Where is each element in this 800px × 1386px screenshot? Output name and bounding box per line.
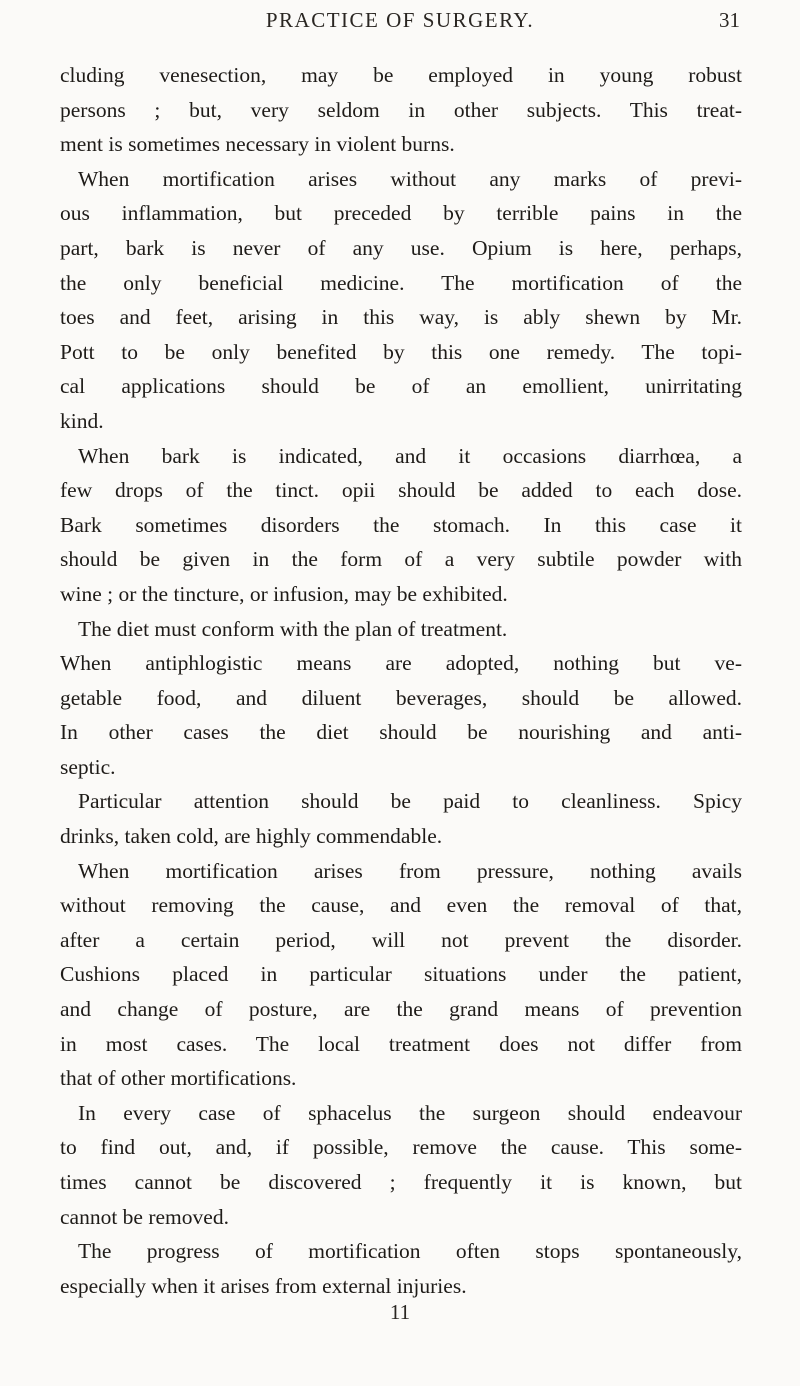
page-number: 31	[719, 8, 740, 32]
text-line: cannot be removed.	[60, 1204, 229, 1229]
text-line: In every case of sphacelus the surgeon should endeavour	[78, 1100, 742, 1125]
text-line: and change of posture, are the grand means of prevention	[60, 997, 742, 1022]
text-line: septic.	[60, 754, 116, 779]
text-line: the only beneficial medicine. The mortification of the	[60, 270, 742, 295]
text-line: should be given in the form of a very subtile powder with	[60, 547, 742, 572]
text-line: The diet must conform with the plan of treatment.	[78, 616, 508, 641]
text-line: drinks, taken cold, are highly commendable.	[60, 824, 443, 849]
text-line: Bark sometimes disorders the stomach. In this case it	[60, 512, 742, 537]
text-line: persons ; but, very seldom in other subjects. This treat-	[60, 97, 742, 122]
body-text	[60, 58, 742, 1303]
text-line: In other cases the diet should be nourishing and anti-	[60, 720, 742, 745]
text-line: after a certain period, will not prevent the disorder.	[60, 927, 742, 952]
text-line: ment is sometimes necessary in violent burns.	[60, 132, 455, 157]
text-line: few drops of the tinct. opii should be added to each dose.	[60, 478, 742, 503]
text-line: cluding venesection, may be employed in young robust	[60, 63, 742, 87]
text-line: cal applications should be of an emollient, unirritating	[60, 374, 742, 399]
text-line: When bark is indicated, and it occasions diarrhœa, a	[78, 443, 742, 468]
text-line: Pott to be only benefited by this one remedy. The topi-	[60, 339, 742, 364]
text-line: getable food, and diluent beverages, should be allowed.	[60, 685, 742, 710]
text-line: wine ; or the tincture, or infusion, may be exhibited.	[60, 581, 508, 606]
text-line: that of other mortifications.	[60, 1066, 297, 1091]
text-line: times cannot be discovered ; frequently it is known, but	[60, 1170, 742, 1194]
text-line: part, bark is never of any use. Opium is here, perhaps,	[60, 235, 742, 260]
text-line: Cushions placed in particular situations under the patient,	[60, 962, 742, 987]
text-line: ous inflammation, but preceded by terrible pains in the	[60, 201, 742, 226]
text-line: toes and feet, arising in this way, is ably shewn by Mr.	[60, 305, 742, 330]
text-line: in most cases. The local treatment does not differ from	[60, 1031, 742, 1056]
running-head	[60, 6, 740, 42]
signature-mark: 11	[389, 1300, 411, 1324]
running-title: PRACTICE OF SURGERY.	[265, 8, 535, 32]
text-line: especially when it arises from external injuries.	[60, 1273, 467, 1298]
text-line: When antiphlogistic means are adopted, nothing but ve-	[60, 651, 742, 676]
text-line: Particular attention should be paid to cleanliness. Spicy	[78, 789, 742, 814]
text-line: When mortification arises without any marks of previ-	[78, 166, 742, 191]
text-line: kind.	[60, 408, 104, 433]
text-line: to find out, and, if possible, remove the cause. This some-	[60, 1135, 742, 1160]
text-line: The progress of mortification often stops spontaneously,	[78, 1239, 742, 1264]
text-line: without removing the cause, and even the removal of that,	[60, 893, 742, 918]
text-line: When mortification arises from pressure, nothing avails	[78, 858, 742, 883]
